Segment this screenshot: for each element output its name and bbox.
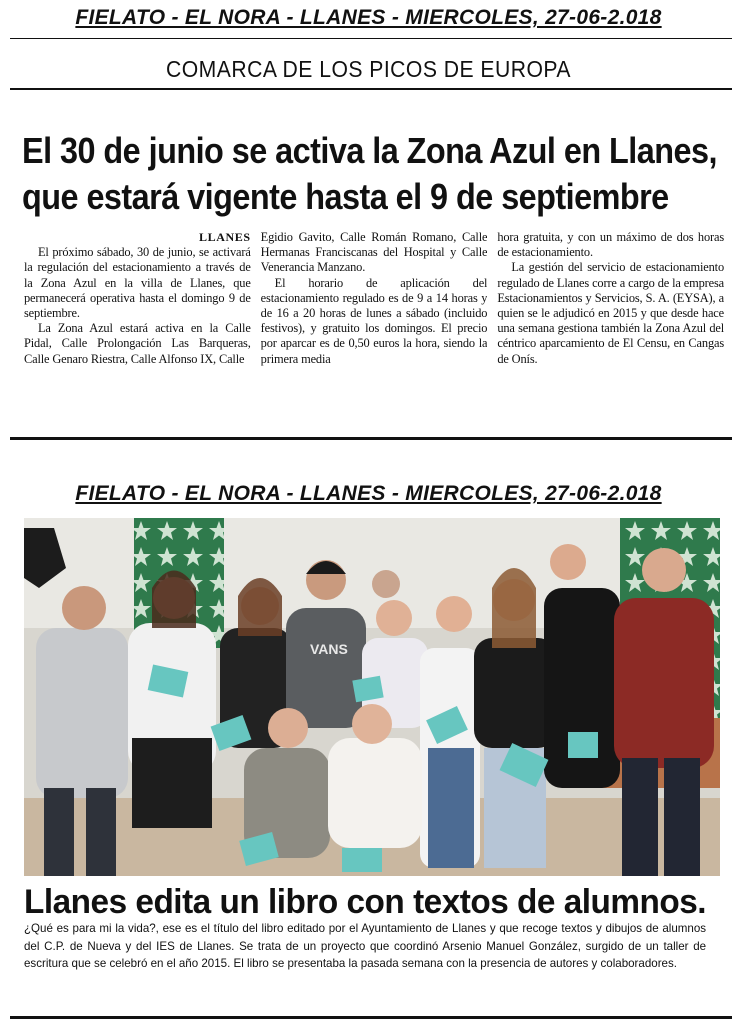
section-rule [10, 88, 732, 90]
paragraph: La Zona Azul estará activa en la Calle Pidal, Calle Prolongación Las Barqueras, Calle Genaro Riestra, Calle Alfonso IX, Calle [24, 321, 251, 366]
section-title: COMARCA DE LOS PICOS DE EUROPA [166, 56, 571, 82]
column-1 [24, 230, 251, 432]
caption-body: ¿Qué es para mi la vida?, ese es el título del libro editado por el Ayuntamiento de Llanes y que recoge textos y dibujos de alumnos del C.P. de Nueva y del IES de Llanes. Se trata de un proyecto que coordinó Arsenio Manuel González, surgido de un taller de escritura que se celebró en el año 2015. El libro se presentaba la pasada semana con la presencia de autores y colaboradores. [24, 921, 707, 970]
dateline: LLANES [199, 230, 251, 244]
clip-top-header: FIELATO - EL NORA - LLANES - MIERCOLES, 27-06-2.018 [75, 6, 662, 29]
article-headline [22, 128, 717, 220]
headline-line-2: que estará vigente hasta el 9 de septiembre [22, 176, 669, 217]
headline-line-1: El 30 de junio se activa la Zona Azul en Llanes, [22, 130, 717, 171]
header-rule-top [10, 38, 732, 39]
paragraph: El horario de aplicación del estacionamiento regulado es de 9 a 14 horas y de 16 a 20 horas de lunes a sábado (incluido festivos), y gratuito los domingos. El precio por aparcar es de 0,50 euros la hora, siendo la primera media [260, 275, 488, 366]
column-3 [497, 230, 724, 432]
shirt-text: VANS [310, 641, 348, 657]
column-2 [261, 230, 488, 432]
paragraph: El próximo sábado, 30 de junio, se activará la regulación del estacionamiento a través de la Zona Azul en la villa de Llanes, que permanecerá operativa hasta el domingo 9 de septiembre. [24, 245, 251, 321]
paragraph: La gestión del servicio de estacionamiento regulado de Llanes corre a cargo de la empresa Estacionamientos y Servicios, S. A. (EYSA), a quien se le adjudicó en 2015 y que desde hace una semana gestiona también la Zona Azul del céntrico aparcamiento de El Censu, en Cangas de Onís. [497, 260, 725, 366]
group-photo [24, 518, 720, 876]
article-body [24, 230, 724, 432]
paragraph: hora gratuita, y con un máximo de dos horas de estacionamiento. [497, 230, 725, 260]
clip-divider [10, 437, 732, 440]
clip-bottom-header: FIELATO - EL NORA - LLANES - MIERCOLES, 27-06-2.018 [75, 482, 662, 505]
photo-caption [24, 884, 706, 973]
caption-title: Llanes edita un libro con textos de alumnos. [24, 883, 707, 921]
bottom-rule [10, 1016, 732, 1019]
paragraph: Egidio Gavito, Calle Román Romano, Calle Hermanas Franciscanas del Hospital y Calle Venerancia Manzano. [260, 230, 488, 275]
